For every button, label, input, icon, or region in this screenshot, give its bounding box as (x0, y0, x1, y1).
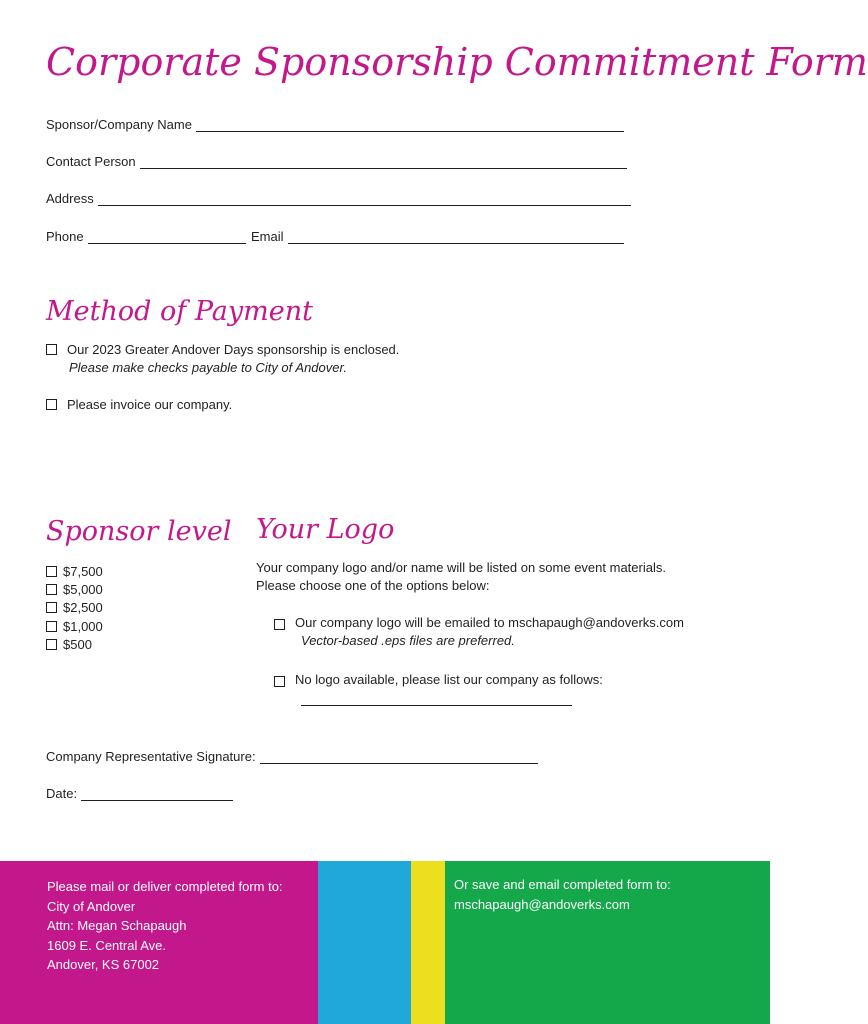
logo-no-logo-checkbox[interactable] (274, 676, 285, 687)
payment-enclosed-label: Our 2023 Greater Andover Days sponsorship is enclosed. (67, 342, 400, 357)
contact-person-line[interactable] (140, 155, 627, 169)
sponsor-level-list (46, 562, 103, 653)
sponsor-level-amount: $500 (63, 636, 92, 652)
footer-email-info (454, 875, 671, 914)
date-label: Date: (46, 786, 78, 801)
date-line[interactable] (81, 787, 233, 801)
email-label: Email (251, 229, 284, 244)
sponsor-company-name-field[interactable] (46, 117, 624, 132)
signature-field[interactable] (46, 749, 538, 764)
footer-mail-line: City of Andover (47, 898, 136, 914)
sponsor-level-amount: $7,500 (63, 563, 103, 579)
footer-mail-line: Attn: Megan Schapaugh (47, 918, 187, 933)
payment-option-invoice[interactable] (46, 397, 232, 412)
sponsor-level-heading: Sponsor level (46, 516, 232, 547)
logo-no-logo-label: No logo available, please list our company as follows: (295, 672, 603, 687)
sponsor-level-checkbox[interactable] (46, 639, 57, 650)
footer-email-line: Or save and email completed form to: (454, 877, 671, 892)
payment-option-enclosed[interactable] (46, 342, 399, 357)
email-line[interactable] (288, 230, 624, 244)
footer-mail-info (47, 877, 283, 975)
logo-email-note: Vector-based .eps files are preferred. (301, 633, 515, 648)
sponsor-level-option[interactable] (46, 580, 103, 598)
address-field[interactable] (46, 191, 631, 206)
footer-email-address[interactable]: mschapaugh@andoverks.com (454, 896, 630, 912)
sponsor-company-name-label: Sponsor/Company Name (46, 117, 192, 132)
sponsor-level-checkbox[interactable] (46, 584, 57, 595)
contact-person-field[interactable] (46, 154, 627, 169)
logo-option-email[interactable] (274, 615, 684, 630)
phone-field[interactable] (46, 229, 246, 244)
logo-heading: Your Logo (256, 514, 395, 545)
logo-intro-line-1: Your company logo and/or name will be listed on some event materials. (256, 560, 666, 575)
sponsor-level-amount: $1,000 (63, 618, 103, 634)
sponsor-level-option[interactable] (46, 617, 103, 635)
logo-option-no-logo[interactable] (274, 672, 603, 687)
signature-line[interactable] (260, 750, 538, 764)
sponsor-level-option[interactable] (46, 599, 103, 617)
footer (0, 861, 770, 1024)
address-label: Address (46, 191, 94, 206)
sponsor-level-option[interactable] (46, 562, 103, 580)
footer-band-yellow (411, 861, 445, 1024)
footer-mail-line: Please mail or deliver completed form to: (47, 879, 283, 894)
footer-mail-line: 1609 E. Central Ave. (47, 937, 167, 953)
sponsor-level-option[interactable] (46, 635, 103, 653)
sponsor-company-name-line[interactable] (196, 118, 624, 132)
payment-enclosed-note: Please make checks payable to City of Andover. (69, 360, 347, 375)
sponsor-level-checkbox[interactable] (46, 621, 57, 632)
sponsor-level-checkbox[interactable] (46, 566, 57, 577)
payment-invoice-checkbox[interactable] (46, 399, 57, 410)
date-field[interactable] (46, 786, 233, 801)
payment-invoice-label: Please invoice our company. (67, 397, 233, 412)
logo-email-label: Our company logo will be emailed to mschapaugh@andoverks.com (295, 615, 684, 630)
address-line[interactable] (98, 192, 631, 206)
footer-mail-line: Andover, KS 67002 (47, 957, 160, 972)
sponsor-level-amount: $2,500 (63, 600, 103, 616)
payment-enclosed-checkbox[interactable] (46, 344, 57, 355)
logo-email-checkbox[interactable] (274, 619, 285, 630)
form-title: Corporate Sponsorship Commitment Form (46, 40, 868, 84)
contact-person-label: Contact Person (46, 154, 136, 169)
logo-intro-line-2: Please choose one of the options below: (256, 578, 490, 593)
footer-band-cyan (318, 861, 411, 1024)
sponsor-level-checkbox[interactable] (46, 602, 57, 613)
phone-line[interactable] (88, 230, 246, 244)
sponsor-level-amount: $5,000 (63, 581, 103, 597)
signature-label: Company Representative Signature: (46, 749, 256, 764)
payment-heading: Method of Payment (46, 296, 313, 327)
email-field[interactable] (251, 229, 624, 244)
company-listing-line[interactable] (301, 692, 572, 706)
phone-label: Phone (46, 229, 84, 244)
